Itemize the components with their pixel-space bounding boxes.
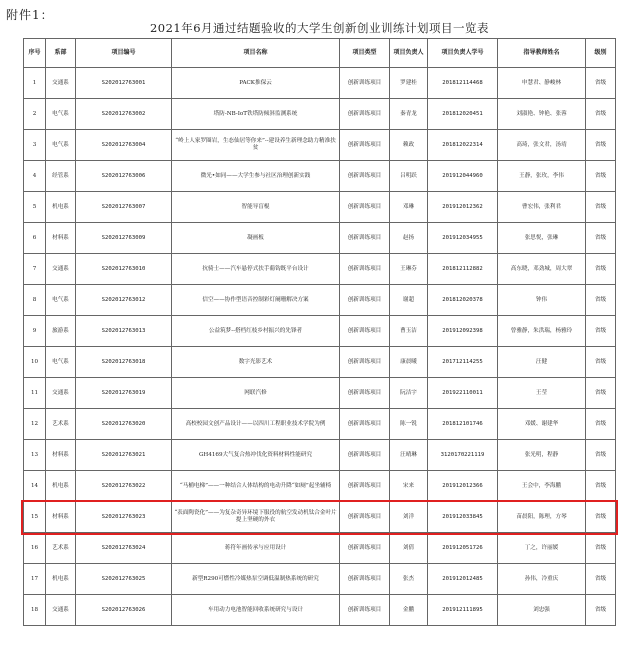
- cell-level: 省级: [586, 471, 616, 502]
- cell-project-name: “表面陶瓷化”——为复杂奇异环境下服役的航空发动机钛合金叶片提上坚硬的外衣: [172, 502, 340, 533]
- cell-dept: 材料系: [46, 502, 76, 533]
- cell-advisor: 高琦，张文君，汤靖: [498, 130, 586, 161]
- cell-student-id: 201912012362: [428, 192, 498, 223]
- cell-student-id: 201812020378: [428, 285, 498, 316]
- cell-project-name: 塔防-NB-IoT铁塔防倾斜监测系统: [172, 99, 340, 130]
- cell-dept: 经管系: [46, 161, 76, 192]
- cell-student-id: 201912051726: [428, 533, 498, 564]
- cell-type: 创新训练项目: [340, 223, 390, 254]
- cell-advisor: 邓媛、谢建华: [498, 409, 586, 440]
- header-leader: 项目负责人: [390, 39, 428, 68]
- table-row: [24, 254, 616, 285]
- cell-project-name: 信空——协作型语音控制彩灯阑珊解决方案: [172, 285, 340, 316]
- cell-no: 12: [24, 409, 46, 440]
- cell-advisor: 王莹: [498, 378, 586, 409]
- cell-dept: 电气系: [46, 130, 76, 161]
- cell-dept: 艺术系: [46, 533, 76, 564]
- cell-project-name: 新型R290可燃性冷媒热泵空调低温制热系统的研究: [172, 564, 340, 595]
- cell-level: 省级: [586, 533, 616, 564]
- table-row: [24, 595, 616, 626]
- cell-project-name: 凝画板: [172, 223, 340, 254]
- cell-leader: 谢超: [390, 285, 428, 316]
- cell-dept: 电气系: [46, 285, 76, 316]
- cell-advisor: 王静，张玫，李伟: [498, 161, 586, 192]
- cell-code: S202012763006: [76, 161, 172, 192]
- cell-level: 省级: [586, 409, 616, 440]
- table-row: [24, 347, 616, 378]
- cell-level: 省级: [586, 440, 616, 471]
- table-row: [24, 99, 616, 130]
- table-row: [24, 130, 616, 161]
- document-title: 2021年6月通过结题验收的大学生创新创业训练计划项目一览表: [149, 21, 490, 35]
- table-row: [24, 409, 616, 440]
- cell-code: S202012763013: [76, 316, 172, 347]
- header-dept: 系部: [46, 39, 76, 68]
- cell-level: 省级: [586, 285, 616, 316]
- cell-advisor: 刘忠强: [498, 595, 586, 626]
- cell-project-name: “岭上人家罗圈岩，生态仙居等你来”--建设养生新理念助力精准扶贫: [172, 130, 340, 161]
- cell-level: 省级: [586, 564, 616, 595]
- cell-code: S202012763010: [76, 254, 172, 285]
- cell-dept: 交通系: [46, 68, 76, 99]
- projects-table: [23, 38, 616, 626]
- cell-student-id: 201912111895: [428, 595, 498, 626]
- cell-leader: 康晨曦: [390, 347, 428, 378]
- cell-dept: 艺术系: [46, 409, 76, 440]
- cell-student-id: 201912012485: [428, 564, 498, 595]
- table-row: [24, 285, 616, 316]
- cell-level: 省级: [586, 378, 616, 409]
- cell-code: S202012763009: [76, 223, 172, 254]
- cell-no: 2: [24, 99, 46, 130]
- cell-leader: 赖政: [390, 130, 428, 161]
- cell-level: 省级: [586, 347, 616, 378]
- cell-level: 省级: [586, 595, 616, 626]
- cell-no: 4: [24, 161, 46, 192]
- table-row: [24, 378, 616, 409]
- cell-advisor: 丁之，许丽媛: [498, 533, 586, 564]
- table-body: [24, 68, 616, 626]
- cell-advisor: 曹宏伟，张利君: [498, 192, 586, 223]
- cell-level: 省级: [586, 99, 616, 130]
- cell-level: 省级: [586, 192, 616, 223]
- cell-leader: 金鹏: [390, 595, 428, 626]
- cell-leader: 邓琳: [390, 192, 428, 223]
- cell-code: S202012763021: [76, 440, 172, 471]
- cell-no: 9: [24, 316, 46, 347]
- cell-student-id: 201812114468: [428, 68, 498, 99]
- cell-student-id: 201912033845: [428, 502, 498, 533]
- cell-no: 3: [24, 130, 46, 161]
- table-row: [24, 440, 616, 471]
- cell-advisor: 张思悦，张琳: [498, 223, 586, 254]
- table-row: [24, 161, 616, 192]
- cell-dept: 机电系: [46, 564, 76, 595]
- cell-advisor: 钟伟: [498, 285, 586, 316]
- cell-student-id: 3120170221119: [428, 440, 498, 471]
- cell-type: 创新训练项目: [340, 471, 390, 502]
- cell-no: 18: [24, 595, 46, 626]
- cell-leader: 秦青龙: [390, 99, 428, 130]
- cell-code: S202012763007: [76, 192, 172, 223]
- attachment-label: 附件1：: [6, 8, 54, 22]
- table-row: [24, 223, 616, 254]
- cell-leader: 汪晴琳: [390, 440, 428, 471]
- cell-no: 13: [24, 440, 46, 471]
- cell-type: 创新训练项目: [340, 316, 390, 347]
- cell-no: 8: [24, 285, 46, 316]
- table-row: [24, 192, 616, 223]
- cell-code: S202012763012: [76, 285, 172, 316]
- table-row: [24, 502, 616, 533]
- cell-code: S202012763004: [76, 130, 172, 161]
- cell-advisor: 汪健: [498, 347, 586, 378]
- cell-no: 1: [24, 68, 46, 99]
- cell-project-name: “马桶电梯”——一种结合人体结构的电动升降“如厕”起坐辅椅: [172, 471, 340, 502]
- cell-leader: 吕明跃: [390, 161, 428, 192]
- header-type: 项目类型: [340, 39, 390, 68]
- cell-student-id: 201812022314: [428, 130, 498, 161]
- cell-student-id: 201712114255: [428, 347, 498, 378]
- cell-advisor: 曾雅静，朱洪瑞，杨雅玲: [498, 316, 586, 347]
- header-name: 项目名称: [172, 39, 340, 68]
- cell-leader: 王琳芬: [390, 254, 428, 285]
- cell-project-name: GH4169大气复合热冲伐化资料材料性能研究: [172, 440, 340, 471]
- cell-type: 创新训练项目: [340, 595, 390, 626]
- cell-project-name: 数字光影艺术: [172, 347, 340, 378]
- cell-level: 省级: [586, 316, 616, 347]
- cell-code: S202012763024: [76, 533, 172, 564]
- cell-dept: 交通系: [46, 254, 76, 285]
- cell-code: S202012763001: [76, 68, 172, 99]
- cell-dept: 交通系: [46, 378, 76, 409]
- cell-type: 创新训练项目: [340, 99, 390, 130]
- header-level: 级别: [586, 39, 616, 68]
- cell-code: S202012763002: [76, 99, 172, 130]
- header-student-id: 项目负责人学号: [428, 39, 498, 68]
- cell-level: 省级: [586, 161, 616, 192]
- cell-code: S202012763022: [76, 471, 172, 502]
- cell-code: S202012763019: [76, 378, 172, 409]
- cell-code: S202012763020: [76, 409, 172, 440]
- cell-no: 10: [24, 347, 46, 378]
- cell-leader: 罗建桂: [390, 68, 428, 99]
- cell-leader: 阮洁宇: [390, 378, 428, 409]
- cell-level: 省级: [586, 68, 616, 99]
- cell-type: 创新训练项目: [340, 347, 390, 378]
- cell-code: S202012763025: [76, 564, 172, 595]
- cell-leader: 赵扬: [390, 223, 428, 254]
- cell-project-name: 网联汽修: [172, 378, 340, 409]
- cell-type: 创新训练项目: [340, 502, 390, 533]
- cell-dept: 电气系: [46, 99, 76, 130]
- cell-leader: 宋来: [390, 471, 428, 502]
- cell-type: 创新训练项目: [340, 533, 390, 564]
- cell-student-id: 201912092398: [428, 316, 498, 347]
- cell-dept: 材料系: [46, 440, 76, 471]
- cell-project-name: 车用动力电池智能回收系统研究与设计: [172, 595, 340, 626]
- cell-dept: 旅游系: [46, 316, 76, 347]
- cell-advisor: 王会中，李海鹏: [498, 471, 586, 502]
- cell-dept: 机电系: [46, 192, 76, 223]
- cell-student-id: 201912012366: [428, 471, 498, 502]
- cell-dept: 电气系: [46, 347, 76, 378]
- cell-student-id: 201912044960: [428, 161, 498, 192]
- cell-advisor: 申慧君、静峻林: [498, 68, 586, 99]
- cell-project-name: 蒋符年画传承与应用设计: [172, 533, 340, 564]
- cell-level: 省级: [586, 223, 616, 254]
- header-no: 序号: [24, 39, 46, 68]
- cell-type: 创新训练项目: [340, 285, 390, 316]
- cell-type: 创新训练项目: [340, 254, 390, 285]
- cell-type: 创新训练项目: [340, 409, 390, 440]
- cell-type: 创新训练项目: [340, 440, 390, 471]
- table-header-row: [24, 39, 616, 68]
- cell-project-name: 公益筑梦--搭档红枝乡村振兴的先锋者: [172, 316, 340, 347]
- cell-dept: 材料系: [46, 223, 76, 254]
- cell-project-name: PACK推保云: [172, 68, 340, 99]
- cell-project-name: 智能导盲棍: [172, 192, 340, 223]
- cell-advisor: 高东晓，邓劲城，周大翠: [498, 254, 586, 285]
- cell-type: 创新训练项目: [340, 161, 390, 192]
- cell-advisor: 苗晨阳，陈理，方琴: [498, 502, 586, 533]
- table-row: [24, 471, 616, 502]
- cell-no: 6: [24, 223, 46, 254]
- cell-student-id: 201922110011: [428, 378, 498, 409]
- cell-leader: 张杰: [390, 564, 428, 595]
- table-row: [24, 316, 616, 347]
- cell-code: S202012763023: [76, 502, 172, 533]
- table-row: [24, 68, 616, 99]
- cell-student-id: 201912034955: [428, 223, 498, 254]
- header-code: 项目编号: [76, 39, 172, 68]
- cell-type: 创新训练项目: [340, 378, 390, 409]
- cell-no: 5: [24, 192, 46, 223]
- cell-no: 15: [24, 502, 46, 533]
- cell-leader: 刘洋: [390, 502, 428, 533]
- cell-no: 11: [24, 378, 46, 409]
- cell-type: 创新训练项目: [340, 564, 390, 595]
- cell-no: 7: [24, 254, 46, 285]
- cell-level: 省级: [586, 502, 616, 533]
- cell-student-id: 201812112882: [428, 254, 498, 285]
- cell-dept: 机电系: [46, 471, 76, 502]
- cell-code: S202012763026: [76, 595, 172, 626]
- cell-type: 创新训练项目: [340, 192, 390, 223]
- cell-leader: 曹玉洁: [390, 316, 428, 347]
- cell-student-id: 201812020451: [428, 99, 498, 130]
- cell-advisor: 刘淑艳、钟艳、张蓉: [498, 99, 586, 130]
- cell-level: 省级: [586, 130, 616, 161]
- cell-leader: 刘倩: [390, 533, 428, 564]
- cell-student-id: 201812101746: [428, 409, 498, 440]
- header-advisor: 指导教师姓名: [498, 39, 586, 68]
- cell-no: 16: [24, 533, 46, 564]
- cell-advisor: 孙伟，冷重庆: [498, 564, 586, 595]
- cell-type: 创新训练项目: [340, 130, 390, 161]
- cell-leader: 陈一锐: [390, 409, 428, 440]
- cell-project-name: 抗骑士——汽车悬停式扶手葡钩既平台设计: [172, 254, 340, 285]
- cell-project-name: 高校校园文创产品设计——以四川工程职业技术学院为例: [172, 409, 340, 440]
- cell-type: 创新训练项目: [340, 68, 390, 99]
- cell-no: 17: [24, 564, 46, 595]
- cell-level: 省级: [586, 254, 616, 285]
- table-row: [24, 533, 616, 564]
- cell-project-name: 微光•如同——大学生参与社区治理创新实践: [172, 161, 340, 192]
- cell-no: 14: [24, 471, 46, 502]
- table-row: [24, 564, 616, 595]
- cell-code: S202012763018: [76, 347, 172, 378]
- cell-advisor: 张光明，程静: [498, 440, 586, 471]
- cell-dept: 交通系: [46, 595, 76, 626]
